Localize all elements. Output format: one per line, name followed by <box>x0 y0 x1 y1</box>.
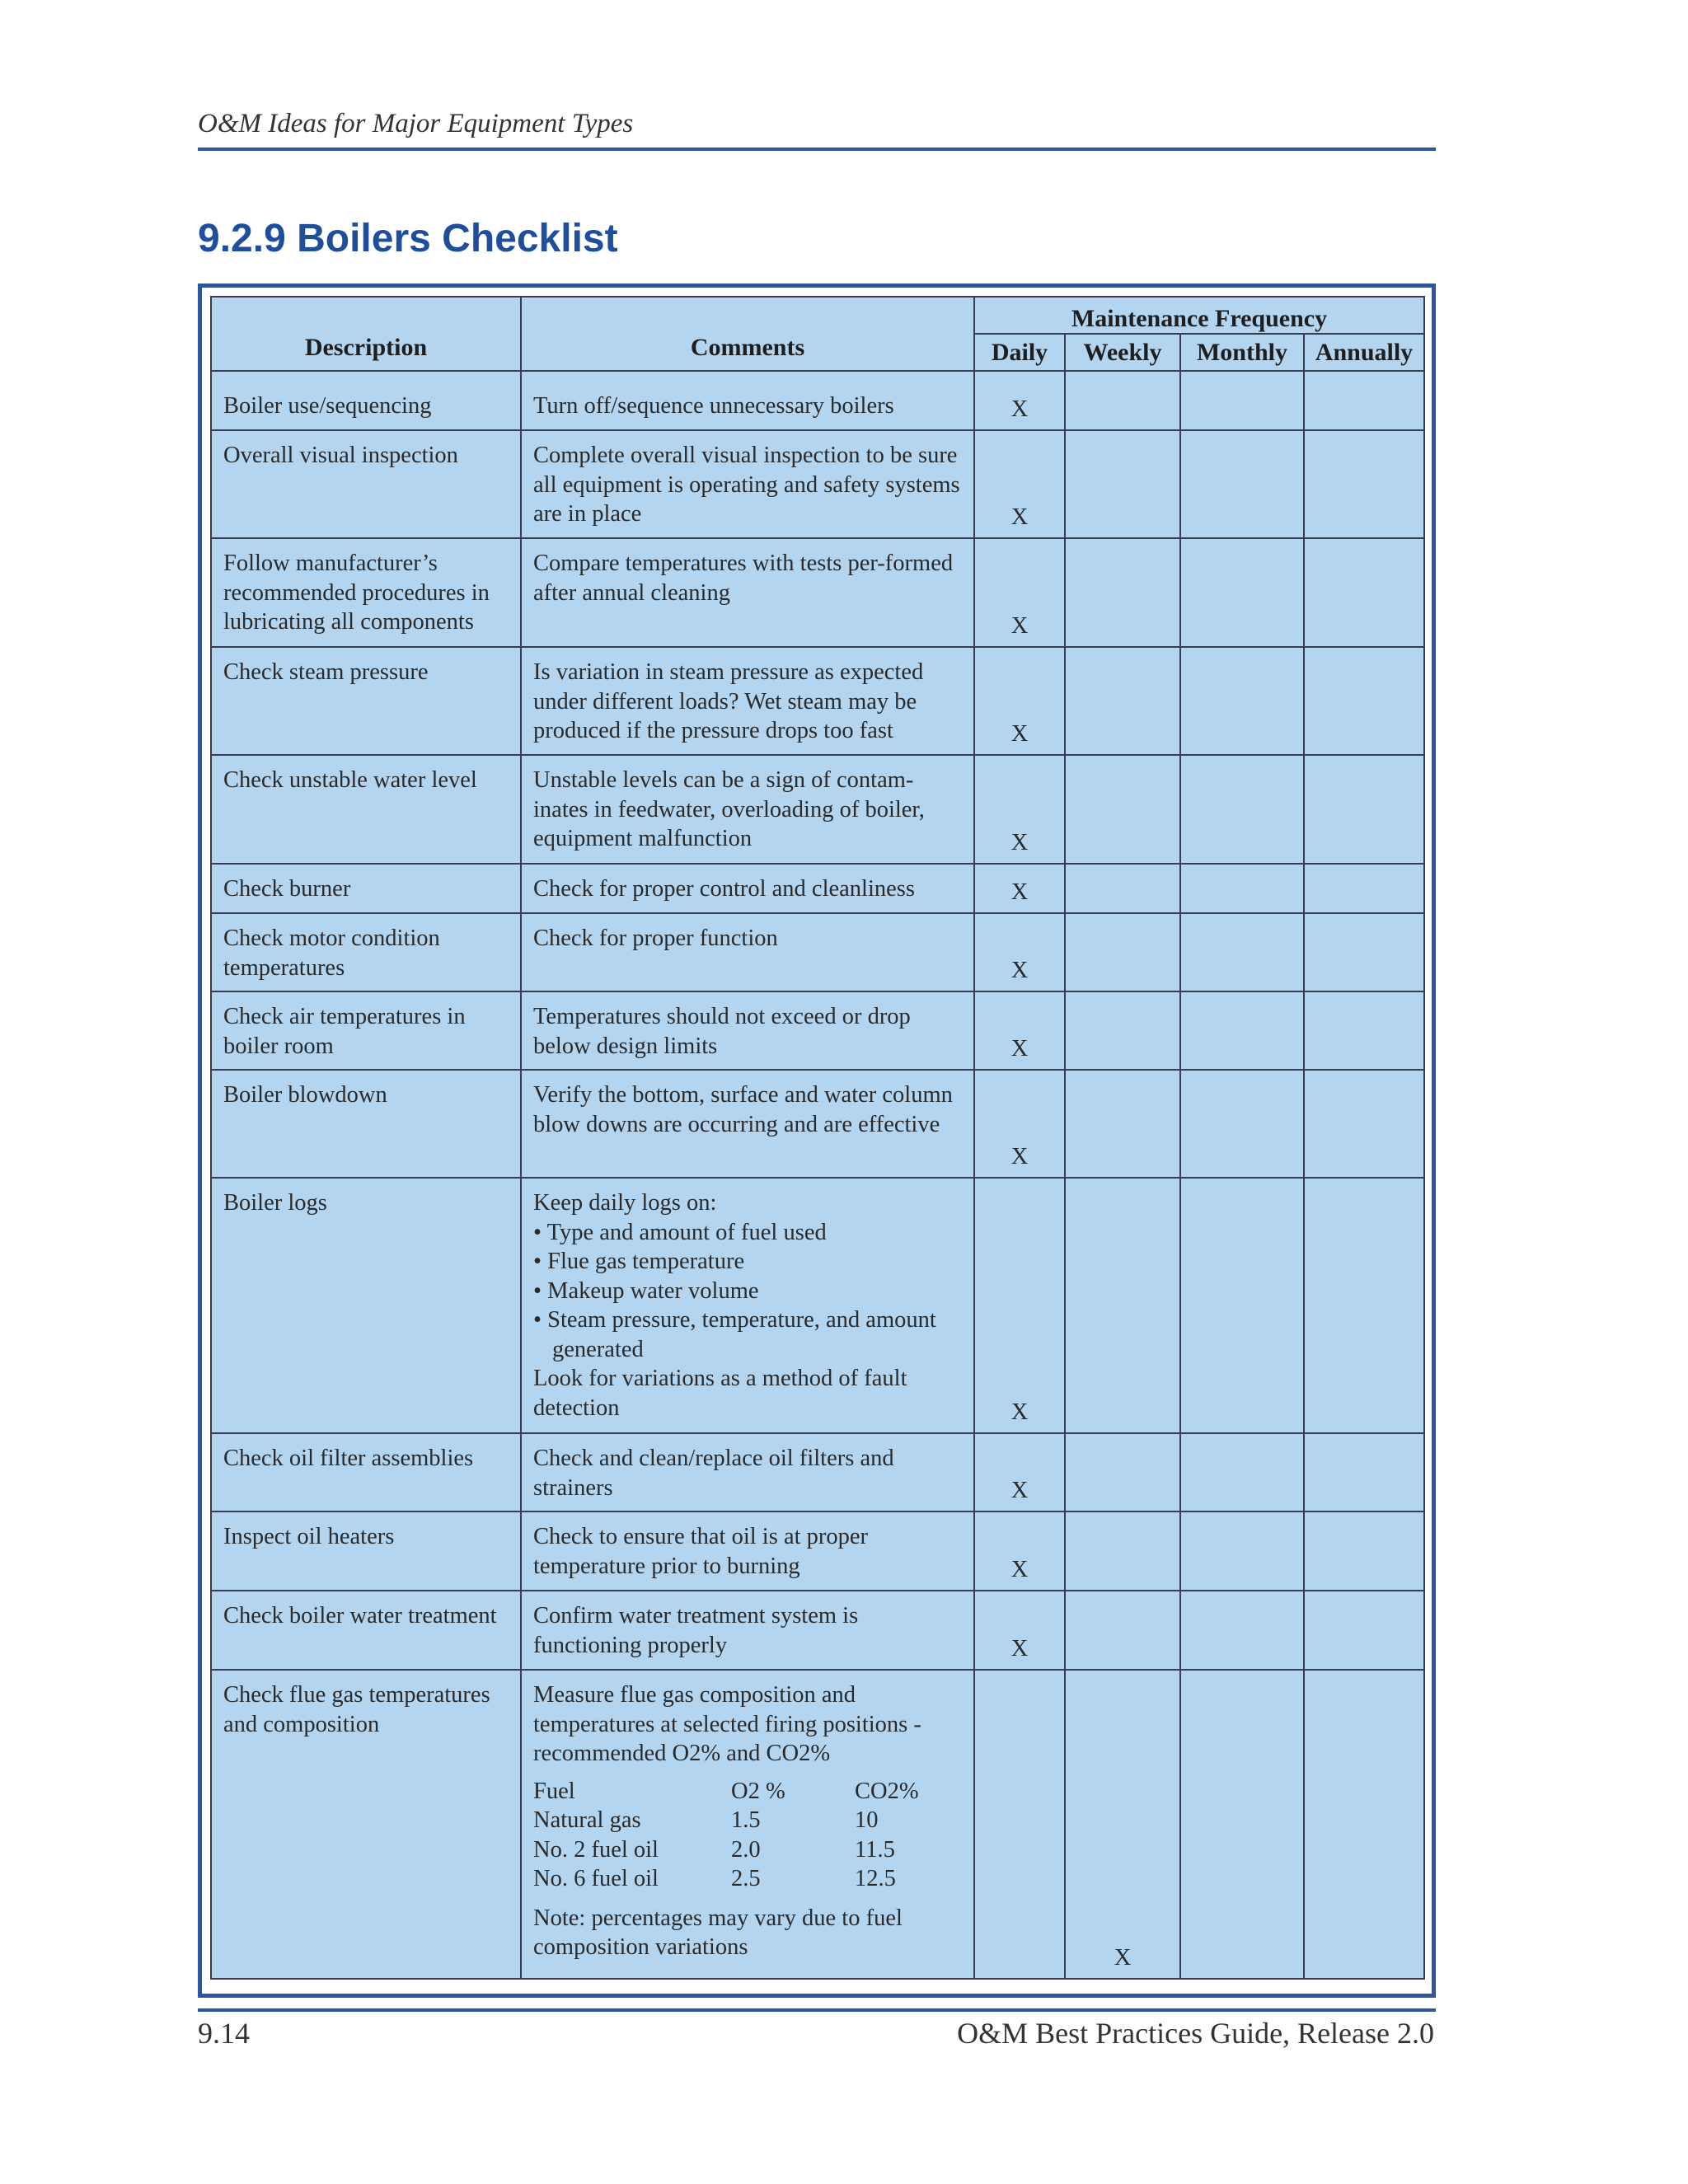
flue-gas-table <box>533 1777 962 1894</box>
row-weekly <box>1065 1591 1180 1670</box>
row-weekly <box>1065 864 1180 913</box>
list-item: • Flue gas temperature <box>533 1247 962 1277</box>
table-row <box>211 913 1424 991</box>
table-row <box>211 647 1424 755</box>
row-daily <box>974 1670 1065 1979</box>
flue-gas-intro: Measure flue gas composition and temperatures at selected firing positions - recommended O2% and CO2% <box>533 1682 921 1766</box>
row-comments: Unstable levels can be a sign of contam-inates in feedwater, overloading of boiler, equipment malfunction <box>521 755 974 864</box>
row-weekly <box>1065 913 1180 991</box>
flue-gas-co2: 10 <box>855 1807 879 1833</box>
row-comments-boiler-logs <box>521 1178 974 1433</box>
row-daily: X <box>974 755 1065 864</box>
row-comments: Temperatures should not exceed or drop below design limits <box>521 991 974 1070</box>
row-monthly <box>1180 430 1304 538</box>
boiler-logs-list <box>533 1218 962 1365</box>
header-comments: Comments <box>521 297 974 371</box>
list-item: • Steam pressure, temperature, and amount generated <box>533 1305 962 1364</box>
row-annually <box>1304 913 1424 991</box>
row-daily: X <box>974 1591 1065 1670</box>
row-monthly <box>1180 1591 1304 1670</box>
row-description: Check unstable water level <box>211 755 521 864</box>
flue-gas-o2: 2.5 <box>731 1866 761 1891</box>
table-row <box>211 1070 1424 1178</box>
flue-gas-fuel: No. 6 fuel oil <box>533 1866 659 1891</box>
row-description: Check flue gas temperatures and composition <box>211 1670 521 1979</box>
row-monthly <box>1180 755 1304 864</box>
row-comments: Complete overall visual inspection to be sure all equipment is operating and safety systems are in place <box>521 430 974 538</box>
row-monthly <box>1180 1670 1304 1979</box>
row-weekly <box>1065 1511 1180 1591</box>
row-daily: X <box>974 913 1065 991</box>
row-annually <box>1304 1178 1424 1433</box>
flue-gas-co2: 11.5 <box>855 1836 895 1863</box>
checklist-frame <box>198 284 1436 1998</box>
section-title: 9.2.9 Boilers Checklist <box>198 217 618 260</box>
row-comments: Turn off/sequence unnecessary boilers <box>521 371 974 430</box>
table-row <box>211 1670 1424 1979</box>
row-monthly <box>1180 991 1304 1070</box>
header-maintenance-frequency: Maintenance Frequency <box>974 297 1424 334</box>
list-item: • Type and amount of fuel used <box>533 1218 962 1248</box>
row-weekly <box>1065 538 1180 647</box>
table-row <box>211 1591 1424 1670</box>
row-annually <box>1304 371 1424 430</box>
row-annually <box>1304 1591 1424 1670</box>
row-daily: X <box>974 430 1065 538</box>
table-row <box>211 1178 1424 1433</box>
row-description: Check motor condition temperatures <box>211 913 521 991</box>
row-annually <box>1304 430 1424 538</box>
row-daily: X <box>974 1178 1065 1433</box>
row-weekly <box>1065 991 1180 1070</box>
table-row <box>211 991 1424 1070</box>
row-monthly <box>1180 647 1304 755</box>
row-description: Boiler logs <box>211 1178 521 1433</box>
flue-gas-col-co2: CO2% <box>855 1778 919 1804</box>
row-annually <box>1304 538 1424 647</box>
row-daily: X <box>974 864 1065 913</box>
row-description: Check burner <box>211 864 521 913</box>
row-weekly <box>1065 647 1180 755</box>
header-daily: Daily <box>974 334 1065 371</box>
row-daily: X <box>974 538 1065 647</box>
row-annually <box>1304 864 1424 913</box>
row-monthly <box>1180 1070 1304 1178</box>
table-row <box>211 1511 1424 1591</box>
boiler-logs-outro: Look for variations as a method of fault detection <box>533 1366 907 1421</box>
table-row <box>211 864 1424 913</box>
table-row <box>211 538 1424 647</box>
footer-rule <box>198 2008 1436 2012</box>
row-comments: Check to ensure that oil is at proper temperature prior to burning <box>521 1511 974 1591</box>
header-description: Description <box>211 297 521 371</box>
row-daily: X <box>974 1433 1065 1511</box>
row-comments: Confirm water treatment system is functioning properly <box>521 1591 974 1670</box>
row-comments: Compare temperatures with tests per-formed after annual cleaning <box>521 538 974 647</box>
flue-gas-col-fuel: Fuel <box>533 1778 575 1804</box>
running-head: O&M Ideas for Major Equipment Types <box>198 109 634 138</box>
row-monthly <box>1180 1178 1304 1433</box>
row-annually <box>1304 1511 1424 1591</box>
row-monthly <box>1180 864 1304 913</box>
row-weekly <box>1065 430 1180 538</box>
row-annually <box>1304 755 1424 864</box>
row-annually <box>1304 1070 1424 1178</box>
row-comments: Check and clean/replace oil filters and strainers <box>521 1433 974 1511</box>
row-comments: Is variation in steam pressure as expected under different loads? Wet steam may be produced if the pressure drops too fast <box>521 647 974 755</box>
flue-gas-fuel: No. 2 fuel oil <box>533 1836 659 1863</box>
boilers-checklist-table <box>210 296 1425 1980</box>
row-annually <box>1304 1433 1424 1511</box>
header-monthly: Monthly <box>1180 334 1304 371</box>
row-daily: X <box>974 371 1065 430</box>
flue-gas-o2: 1.5 <box>731 1807 761 1833</box>
row-comments: Check for proper control and cleanliness <box>521 864 974 913</box>
row-annually <box>1304 647 1424 755</box>
flue-gas-fuel: Natural gas <box>533 1807 641 1833</box>
flue-gas-col-o2: O2 % <box>731 1778 785 1804</box>
row-weekly: X <box>1065 1670 1180 1979</box>
row-weekly <box>1065 1433 1180 1511</box>
row-description: Check oil filter assemblies <box>211 1433 521 1511</box>
list-item: • Makeup water volume <box>533 1277 962 1306</box>
row-description: Overall visual inspection <box>211 430 521 538</box>
row-comments: Check for proper function <box>521 913 974 991</box>
row-description: Follow manufacturer’s recommended procedures in lubricating all components <box>211 538 521 647</box>
row-daily: X <box>974 991 1065 1070</box>
row-weekly <box>1065 1178 1180 1433</box>
row-monthly <box>1180 371 1304 430</box>
row-comments-flue-gas <box>521 1670 974 1979</box>
flue-gas-co2: 12.5 <box>855 1866 896 1891</box>
row-monthly <box>1180 1511 1304 1591</box>
row-annually <box>1304 991 1424 1070</box>
header-weekly: Weekly <box>1065 334 1180 371</box>
table-row <box>211 430 1424 538</box>
table-row <box>211 1433 1424 1511</box>
row-comments: Verify the bottom, surface and water column blow downs are occurring and are effective <box>521 1070 974 1178</box>
row-annually <box>1304 1670 1424 1979</box>
header-rule <box>198 148 1436 151</box>
row-description: Boiler blowdown <box>211 1070 521 1178</box>
page-number: 9.14 <box>198 2017 250 2050</box>
row-description: Check steam pressure <box>211 647 521 755</box>
row-monthly <box>1180 538 1304 647</box>
row-description: Check boiler water treatment <box>211 1591 521 1670</box>
header-annually: Annually <box>1304 334 1424 371</box>
row-weekly <box>1065 371 1180 430</box>
row-monthly <box>1180 913 1304 991</box>
flue-gas-note: Note: percentages may vary due to fuel composition variations <box>533 1905 903 1960</box>
row-description: Boiler use/sequencing <box>211 371 521 430</box>
row-daily: X <box>974 1511 1065 1591</box>
row-monthly <box>1180 1433 1304 1511</box>
table-row <box>211 755 1424 864</box>
table-row <box>211 371 1424 430</box>
row-weekly <box>1065 755 1180 864</box>
flue-gas-o2: 2.0 <box>731 1836 761 1863</box>
boiler-logs-intro: Keep daily logs on: <box>533 1190 717 1216</box>
row-daily: X <box>974 647 1065 755</box>
row-description: Check air temperatures in boiler room <box>211 991 521 1070</box>
row-weekly <box>1065 1070 1180 1178</box>
row-daily: X <box>974 1070 1065 1178</box>
row-description: Inspect oil heaters <box>211 1511 521 1591</box>
guide-title: O&M Best Practices Guide, Release 2.0 <box>957 2017 1434 2050</box>
